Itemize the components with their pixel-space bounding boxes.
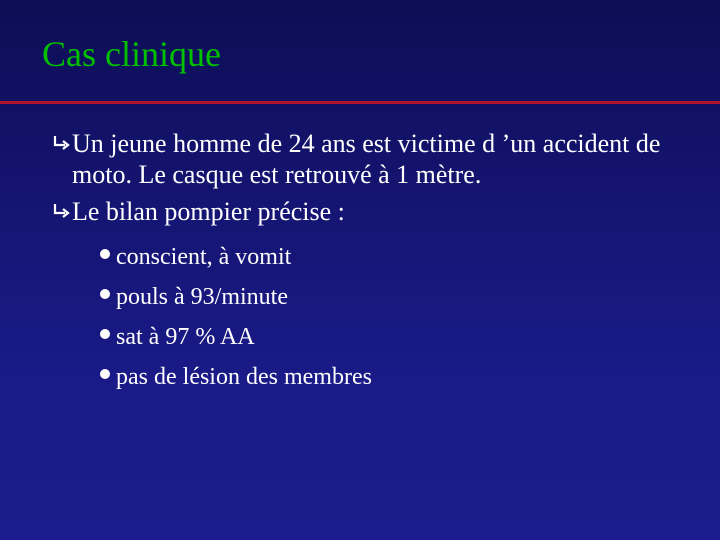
sub-bullet-item: [24, 363, 704, 391]
bullet-list: [24, 128, 704, 403]
sub-bullet-item: [24, 243, 704, 271]
sub-bullet-text: sat à 97 % AA: [116, 324, 255, 350]
sub-bullet-list: [24, 243, 704, 391]
bullet-item: [24, 128, 704, 190]
arrow-curve-icon: [52, 202, 72, 220]
sub-bullet-item: [24, 283, 704, 311]
sub-bullet-text: pouls à 93/minute: [116, 284, 288, 310]
title-divider: [0, 101, 720, 104]
sub-bullet-text: conscient, à vomit: [116, 244, 292, 270]
slide-title: Cas clinique: [42, 34, 221, 74]
bullet-dot-icon: [100, 329, 110, 339]
bullet-text: Le bilan pompier précise :: [72, 197, 345, 226]
sub-bullet-item: [24, 323, 704, 351]
bullet-item: [24, 196, 704, 227]
bullet-dot-icon: [100, 369, 110, 379]
bullet-text: Un jeune homme de 24 ans est victime d ’un accident de moto. Le casque est retrouvé à 1 mètre.: [72, 129, 661, 189]
sub-bullet-text: pas de lésion des membres: [116, 364, 372, 390]
bullet-dot-icon: [100, 289, 110, 299]
arrow-curve-icon: [52, 134, 72, 152]
bullet-dot-icon: [100, 249, 110, 259]
